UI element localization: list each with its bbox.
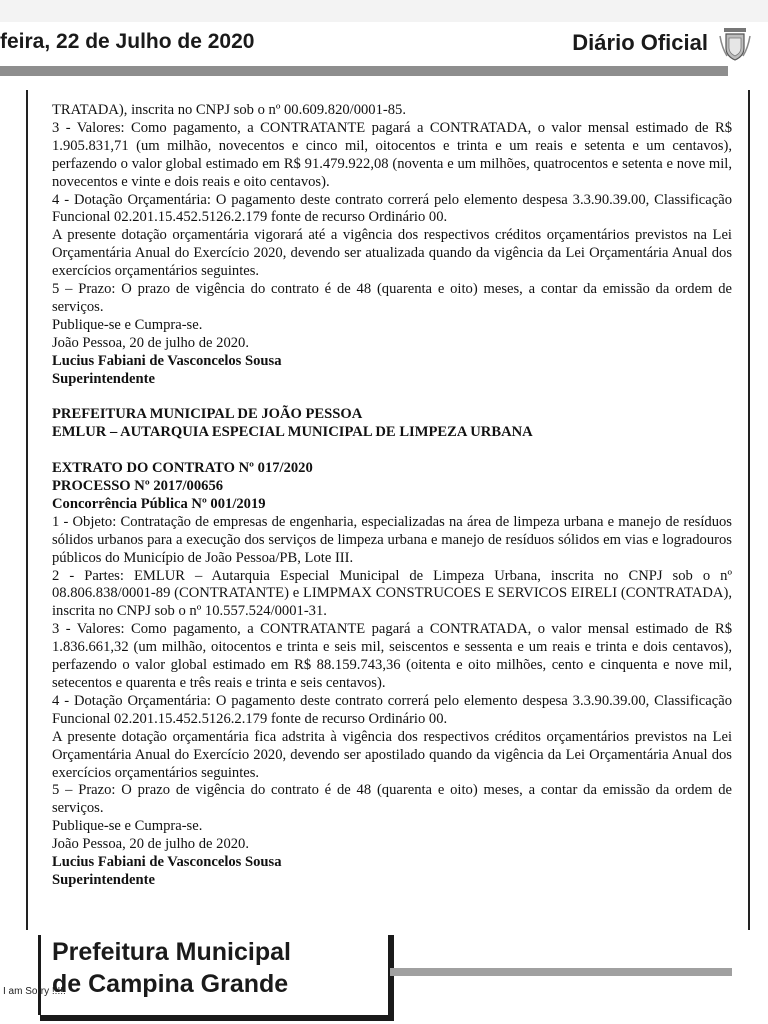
paragraph: 5 – Prazo: O prazo de vigência do contrato é de 48 (quarenta e oito) meses, a contar da emissão da ordem de serviços. xyxy=(52,782,732,817)
paragraph: 5 – Prazo: O prazo de vigência do contrato é de 48 (quarenta e oito) meses, a contar da emissão da ordem de serviços. xyxy=(52,281,732,315)
publication-title: Diário Oficial xyxy=(572,30,708,55)
paragraph: 3 - Valores: Como pagamento, a CONTRATANTE pagará a CONTRATADA, o valor mensal estimado de R$ 1.905.831,71 (um milhão, novecentos e cinco mil, oitocentos e trinta e um reais e setenta e um centavos), perfazendo o valor global estimado em R$ 91.479.922,08 (noventa e um milhões, quatrocentos e setenta e nove mil, novecentos e vinte e dois reais e oito centavos). xyxy=(52,119,732,190)
paragraph: TRATADA), inscrita no CNPJ sob o nº 00.609.820/0001-85. xyxy=(52,102,407,118)
overlay-caption: I am Sorry !!!!! xyxy=(3,986,66,997)
paragraph: A presente dotação orçamentária fica adstrita à vigência dos respectivos créditos orçamentários previstos na Lei Orçamentária Anual do Exercício 2020, devendo ser apostilado quando da vigência da Lei Orçamentária Anual dos exercícios orçamentários seguintes. xyxy=(52,728,732,781)
paragraph: 3 - Valores: Como pagamento, a CONTRATANTE pagará a CONTRATADA, o valor mensal estimado de R$ 1.836.661,32 (um milhão, oitocentos e trinta e seis mil, seiscentos e sessenta e um reais e trinta e dois centavos), perfazendo o valor global estimado em R$ 88.159.743,36 (oitenta e oito milhões, cento e cinquenta e nove mil, setecentos e quarenta e três reais e trinta e seis centavos). xyxy=(52,621,732,691)
paragraph: 4 - Dotação Orçamentária: O pagamento deste contrato correrá pelo elemento despesa 3.3.90.39.00, Classificação Funcional 02.201.15.452.5126.2.179 fonte de recurso Ordinário 00. xyxy=(52,191,732,226)
bold-line: Superintendente xyxy=(52,871,155,888)
paragraph: João Pessoa, 20 de julho de 2020. xyxy=(52,836,249,853)
article-body xyxy=(52,102,732,890)
section-frame-line xyxy=(38,935,41,1015)
bold-line: EXTRATO DO CONTRATO Nº 017/2020 xyxy=(52,460,313,477)
bold-line: Lucius Fabiani de Vasconcelos Sousa xyxy=(52,854,282,871)
header-date: feira, 22 de Julho de 2020 xyxy=(0,30,255,53)
paragraph-spacer xyxy=(52,389,732,407)
paragraph-spacer xyxy=(52,442,732,460)
paragraph: 4 - Dotação Orçamentária: O pagamento deste contrato correrá pelo elemento despesa 3.3.90.39.00, Classificação Funcional 02.201.15.452.5126.2.179 fonte de recurso Ordinário 00. xyxy=(52,692,732,727)
paragraph: Publique-se e Cumpra-se. xyxy=(52,818,203,835)
bold-line: Lucius Fabiani de Vasconcelos Sousa xyxy=(52,352,282,369)
coat-of-arms-icon xyxy=(718,24,752,62)
section-rule xyxy=(390,968,732,976)
section-header-title xyxy=(52,936,291,1000)
bold-line: Superintendente xyxy=(52,370,155,387)
header-rule xyxy=(0,66,728,76)
bold-line: EMLUR – AUTARQUIA ESPECIAL MUNICIPAL DE LIMPEZA URBANA xyxy=(52,424,533,441)
section-header-line1: Prefeitura Municipal xyxy=(52,938,291,966)
paragraph: Publique-se e Cumpra-se. xyxy=(52,316,203,333)
paragraph: A presente dotação orçamentária vigorará até a vigência dos respectivos créditos orçamentários previstos na Lei Orçamentária Anual do Exercício 2020, devendo ser atualizada quando da vigência da Lei Orçamentária Anual dos exercícios orçamentários seguintes. xyxy=(52,227,732,280)
bold-line: Concorrência Pública Nº 001/2019 xyxy=(52,495,266,512)
paragraph: 1 - Objeto: Contratação de empresas de engenharia, especializadas na área de limpeza urbana e manejo de resíduos sólidos urbanos para a execução dos serviços de limpeza urbana e manejo de resíduos sólidos em vias e logradouros públicos do Município de João Pessoa/PB, Lote III. xyxy=(52,513,732,566)
bold-line: PROCESSO Nº 2017/00656 xyxy=(52,478,224,494)
bold-line: PREFEITURA MUNICIPAL DE JOÃO PESSOA xyxy=(52,406,363,423)
paragraph: 2 - Partes: EMLUR – Autarquia Especial Municipal de Limpeza Urbana, inscrita no CNPJ sob o nº 08.806.838/0001-89 (CONTRATANTE) e LIMPMAX CONSTRUCOES E SERVICOS EIRELI (CONTRATADA), inscrita no CNPJ sob o nº 10.557.524/0001-31. xyxy=(52,567,732,620)
section-header-line2: de Campina Grande xyxy=(52,970,289,998)
paragraph: João Pessoa, 20 de julho de 2020. xyxy=(52,334,249,351)
